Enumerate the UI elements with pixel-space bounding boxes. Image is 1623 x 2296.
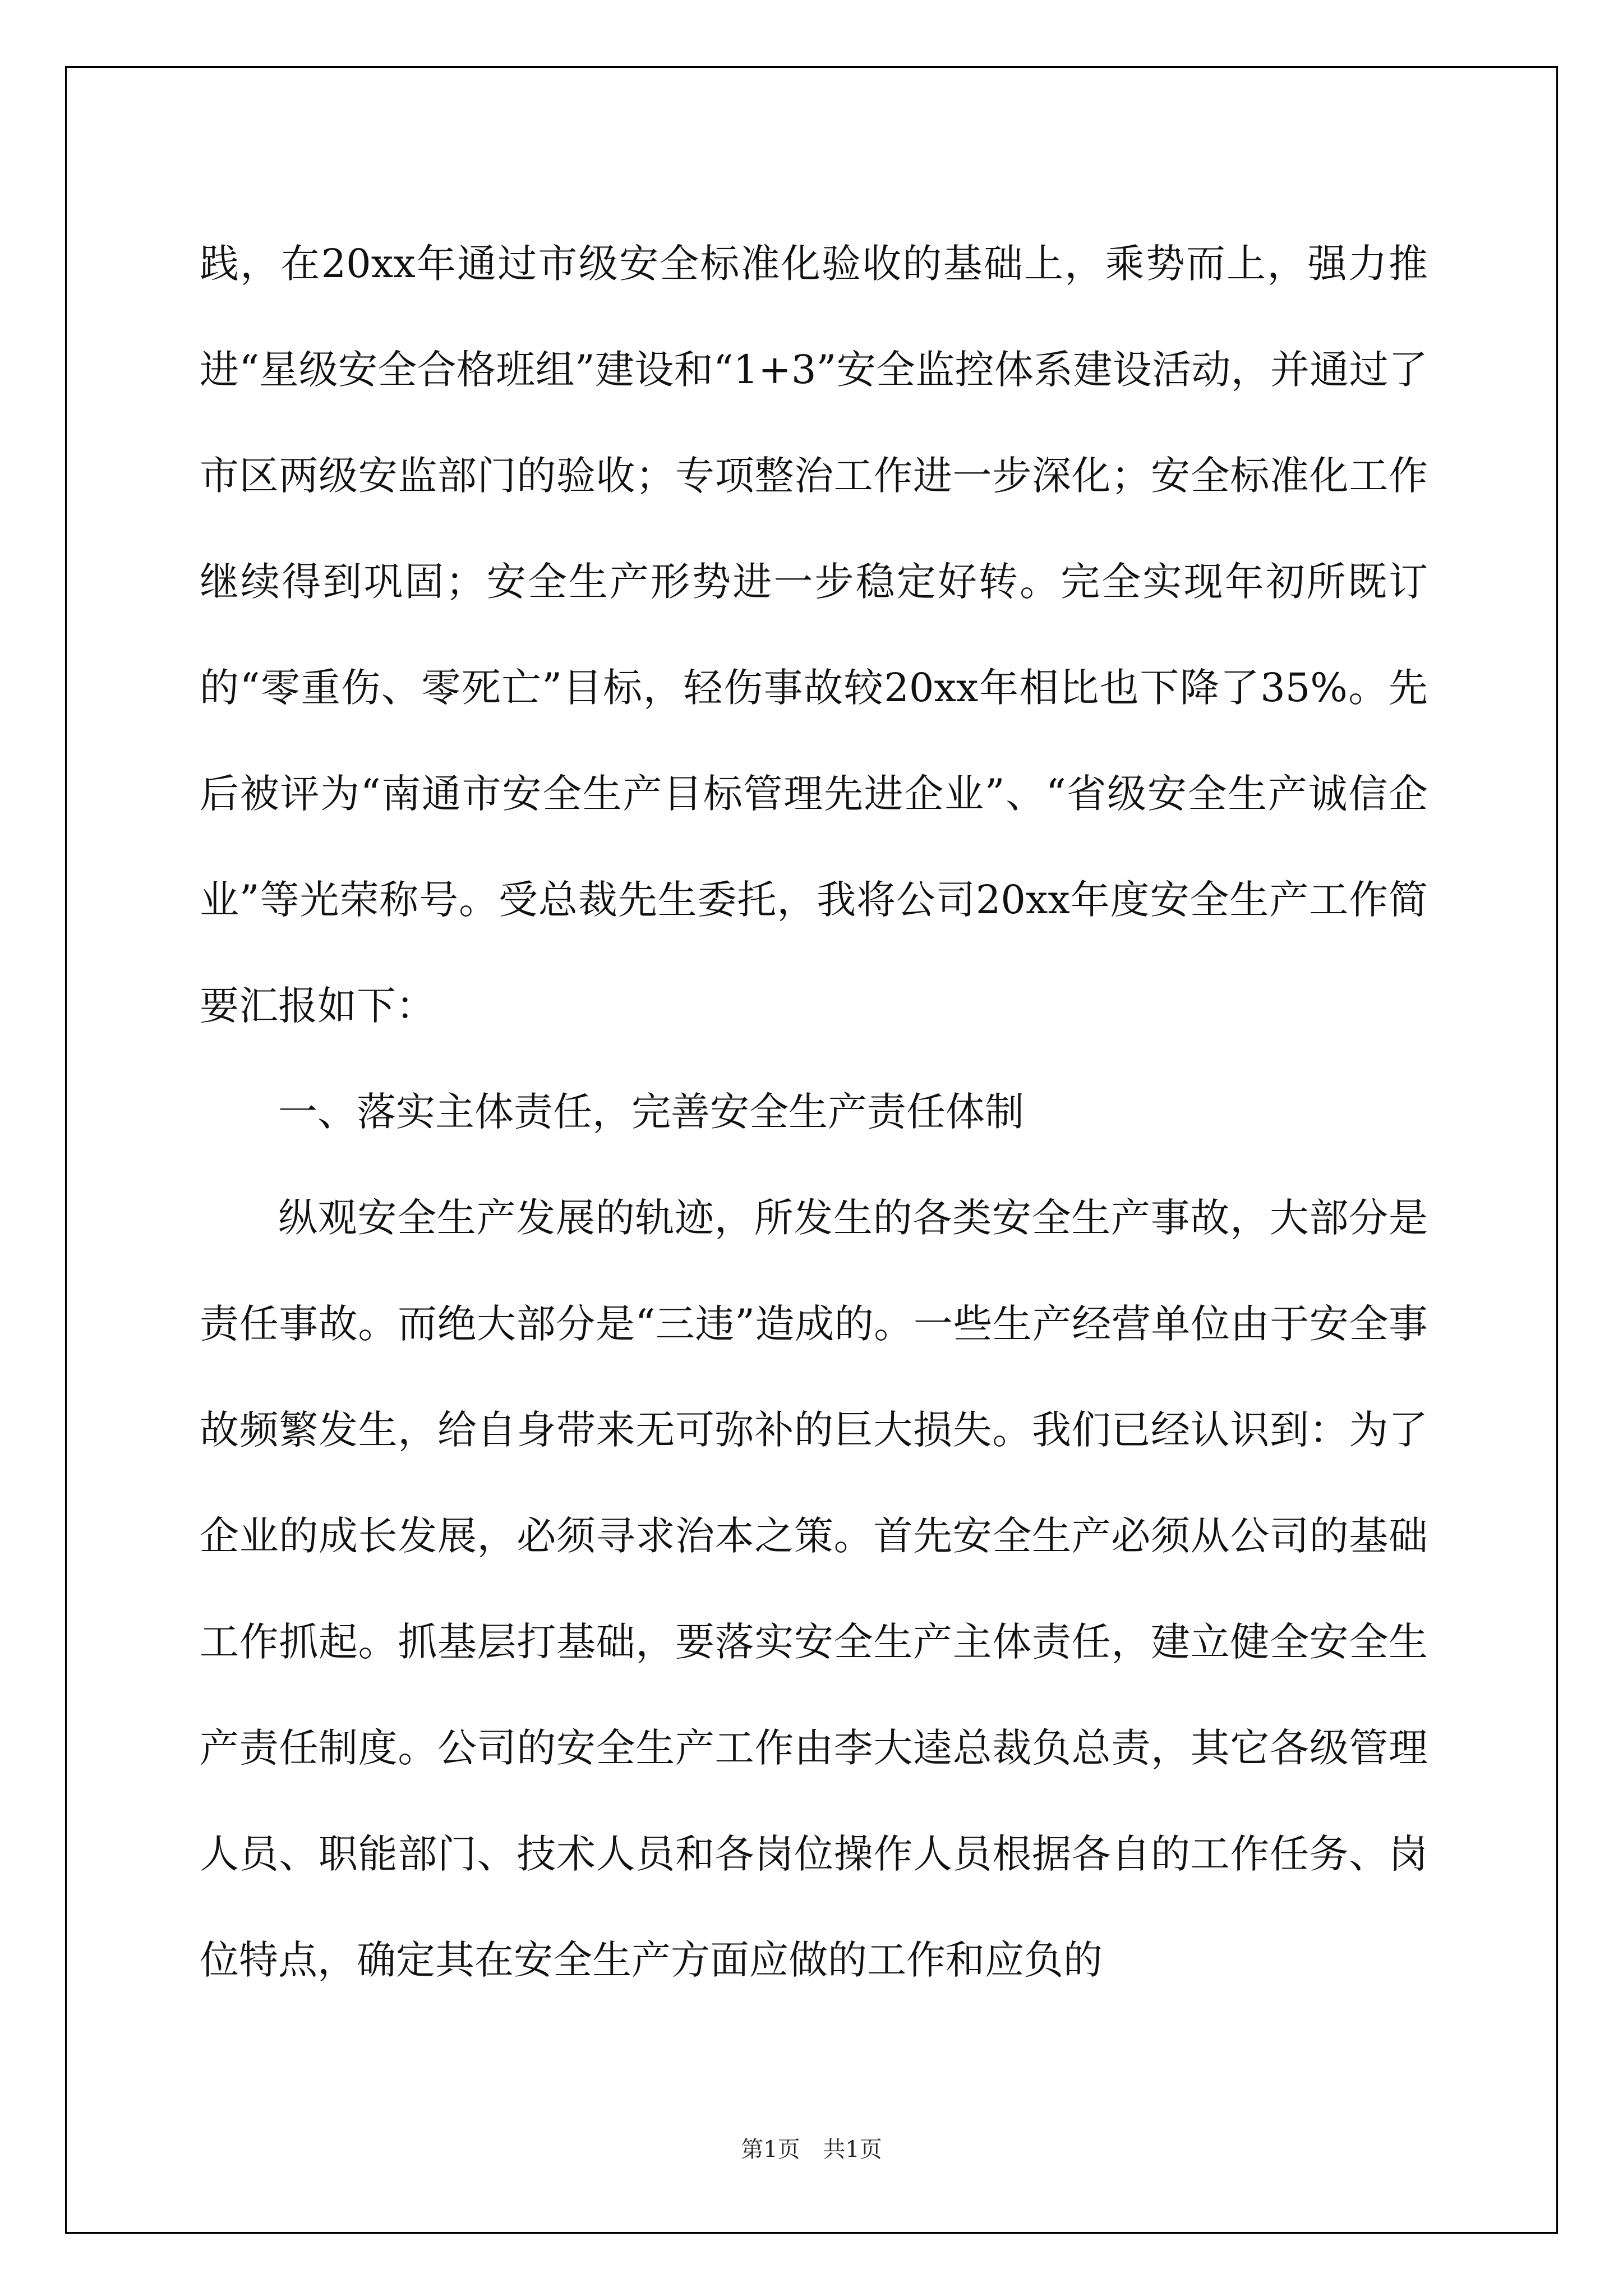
paragraph-continued: 践，在20xx年通过市级安全标准化验收的基础上，乘势而上，强力推进“星级安全合格班组”建设和“1+3”安全监控体系建设活动，并通过了市区两级安监部门的验收；专项整治工作进一步深化；安全标准化工作继续得到巩固；安全生产形势进一步稳定好转。完全实现年初所既订的“零重伤、零死亡”目标，轻伤事故较20xx年相比也下降了35%。先后被评为“南通市安全生产目标管理先进企业”、“省级安全生产诚信企业”等光荣称号。受总裁先生委托，我将公司20xx年度安全生产工作简要汇报如下：: [200, 241, 1428, 1029]
page-footer: [0, 2132, 1623, 2164]
page-number: 第1页: [741, 2137, 800, 2162]
section-heading: 一、落实主体责任，完善安全生产责任体制: [278, 1089, 1024, 1135]
paragraph: 纵观安全生产发展的轨迹，所发生的各类安全生产事故，大部分是责任事故。而绝大部分是“三违”造成的。一些生产经营单位由于安全事故频繁发生，给自身带来无可弥补的巨大损失。我们已经认识到：为了企业的成长发展，必须寻求治本之策。首先安全生产必须从公司的基础工作抓起。抓基层打基础，要落实安全生产主体责任，建立健全安全生产责任制度。公司的安全生产工作由李大逵总裁负总责，其它各级管理人员、职能部门、技术人员和各岗位操作人员根据各自的工作任务、岗位特点，确定其在安全生产方面应做的工作和应负的: [200, 1195, 1428, 1983]
page-total: 共1页: [823, 2137, 882, 2162]
document-body: [200, 211, 1428, 2013]
